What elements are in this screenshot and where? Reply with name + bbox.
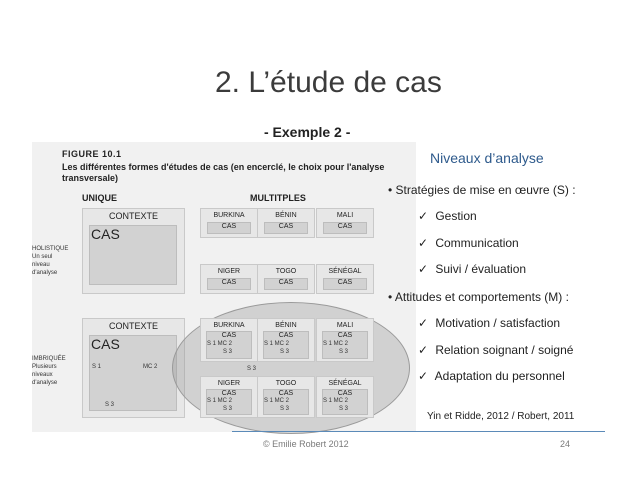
slide-subtitle: - Exemple 2 - (264, 124, 351, 140)
check-icon: ✓ (418, 343, 429, 357)
check-icon: ✓ (418, 262, 429, 276)
cell-benin: BÉNIN CAS (257, 208, 315, 238)
bullet-strategies: • Stratégies de mise en œuvre (S) : (388, 183, 576, 197)
figure-image (32, 142, 416, 432)
column-header-unique: UNIQUE (82, 193, 118, 203)
figure-label: FIGURE 10.1 (62, 149, 122, 159)
column-header-multiple: MULTITPLES (250, 193, 306, 203)
cell-burkina: BURKINA CAS (200, 208, 258, 238)
bullet-attitudes: • Attitudes et comportements (M) : (388, 290, 569, 304)
check-icon: ✓ (418, 209, 429, 223)
cell-niger-embedded: NIGER CAS S 1 MC 2 S 3 (200, 376, 258, 418)
cell-mali: MALI CAS (316, 208, 374, 238)
cell-togo: TOGO CAS (257, 264, 315, 294)
row-label-holistic: HOLISTIQUE Un seul niveau d'analyse (32, 246, 69, 276)
check-icon: ✓ (418, 369, 429, 383)
check-item: ✓ Suivi / évaluation (418, 262, 527, 276)
reference-citation: Yin et Ridde, 2012 / Robert, 2011 (427, 411, 575, 422)
cell-benin-embedded: BÉNIN CAS S 1 MC 2 S 3 (257, 318, 315, 362)
levels-heading: Niveaux d’analyse (430, 150, 544, 166)
context-embedded: CONTEXTE CAS S 1 MC 2 S 3 (82, 318, 185, 418)
check-item: ✓ Gestion (418, 209, 477, 223)
cell-niger: NIGER CAS (200, 264, 258, 294)
check-icon: ✓ (418, 236, 429, 250)
cell-mali-embedded: MALI CAS S 1 MC 2 S 3 (316, 318, 374, 362)
figure-caption: Les différentes formes d'études de cas (en encerclé, le choix pour l'analyse transversale) (62, 162, 385, 183)
cell-senegal-embedded: SÉNÉGAL CAS S 1 MC 2 S 3 (316, 376, 374, 418)
cell-togo-embedded: TOGO CAS S 1 MC 2 S 3 (257, 376, 315, 418)
slide-title: 2. L’étude de cas (215, 66, 442, 99)
check-item: ✓ Motivation / satisfaction (418, 316, 561, 330)
check-icon: ✓ (418, 316, 429, 330)
check-item: ✓ Communication (418, 236, 519, 250)
s3-label-middle: S 3 (247, 366, 257, 372)
check-item: ✓ Adaptation du personnel (418, 369, 565, 383)
cell-burkina-embedded: BURKINA CAS S 1 MC 2 S 3 (200, 318, 258, 362)
row-label-embedded: IMBRIQUÉE Plusieurs niveaux d'analyse (32, 356, 66, 386)
context-holistic: CONTEXTE CAS (82, 208, 185, 294)
footer-copyright: © Emilie Robert 2012 (263, 439, 349, 449)
page-number: 24 (560, 439, 571, 449)
cell-senegal: SÉNÉGAL CAS (316, 264, 374, 294)
check-item: ✓ Relation soignant / soigné (418, 343, 574, 357)
footer-divider (232, 431, 605, 432)
